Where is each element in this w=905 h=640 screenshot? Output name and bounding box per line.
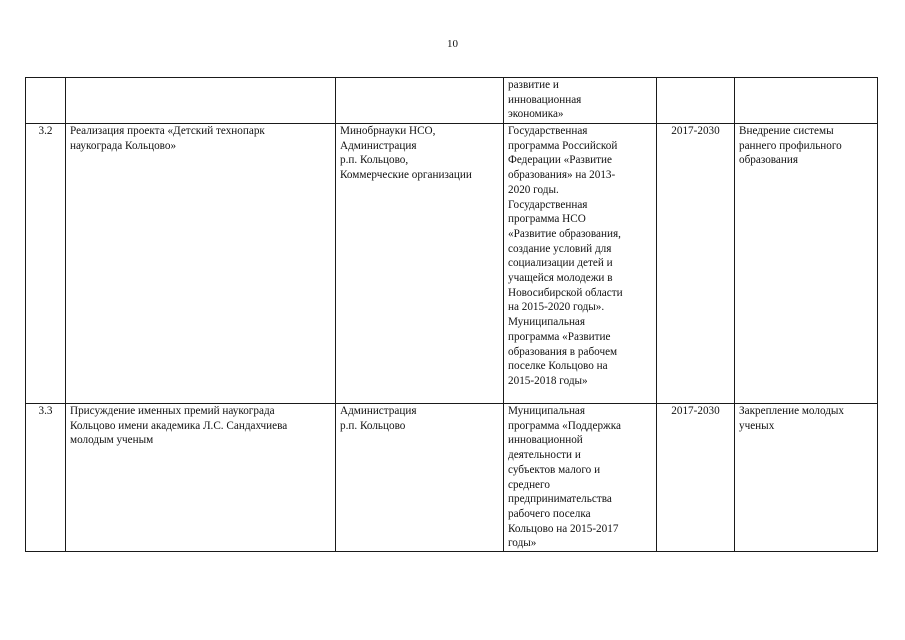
executors-cell bbox=[336, 78, 504, 124]
row-number-cell: 3.2 bbox=[26, 124, 66, 404]
result-cell: Внедрение системы раннего профильного образования bbox=[735, 124, 878, 404]
executors-cell: Администрация р.п. Кольцово bbox=[336, 404, 504, 552]
period-cell bbox=[657, 78, 735, 124]
result-cell: Закрепление молодых ученых bbox=[735, 404, 878, 552]
funding-source-cell: Муниципальная программа «Поддержка инновационной деятельности и субъектов малого и среднего предпринимательства рабочего поселка Кольцово на 2015-2017 годы» bbox=[504, 404, 657, 552]
table-row bbox=[26, 78, 878, 124]
row-number-cell: 3.3 bbox=[26, 404, 66, 552]
result-cell bbox=[735, 78, 878, 124]
period-cell: 2017-2030 bbox=[657, 404, 735, 552]
activity-cell: Реализация проекта «Детский технопарк наукограда Кольцово» bbox=[66, 124, 336, 404]
page-number: 10 bbox=[447, 38, 458, 50]
row-number-cell bbox=[26, 78, 66, 124]
table-row bbox=[26, 404, 878, 552]
action-plan-table bbox=[25, 77, 878, 552]
funding-source-cell: развитие и инновационная экономика» bbox=[504, 78, 657, 124]
activity-cell bbox=[66, 78, 336, 124]
activity-cell: Присуждение именных премий наукограда Кольцово имени академика Л.С. Сандахчиева молодым ученым bbox=[66, 404, 336, 552]
period-cell: 2017-2030 bbox=[657, 124, 735, 404]
executors-cell: Минобрнауки НСО, Администрация р.п. Кольцово, Коммерческие организации bbox=[336, 124, 504, 404]
table-row bbox=[26, 124, 878, 404]
funding-source-cell: Государственная программа Российской Федерации «Развитие образования» на 2013- 2020 годы. Государственная программа НСО «Развитие образования, создание условий для социализации детей и учащейся молодежи в Новосибирской области на 2015-2020 годы». Муниципальная программа «Развитие образования в рабочем поселке Кольцово на 2015-2018 годы» bbox=[504, 124, 657, 404]
